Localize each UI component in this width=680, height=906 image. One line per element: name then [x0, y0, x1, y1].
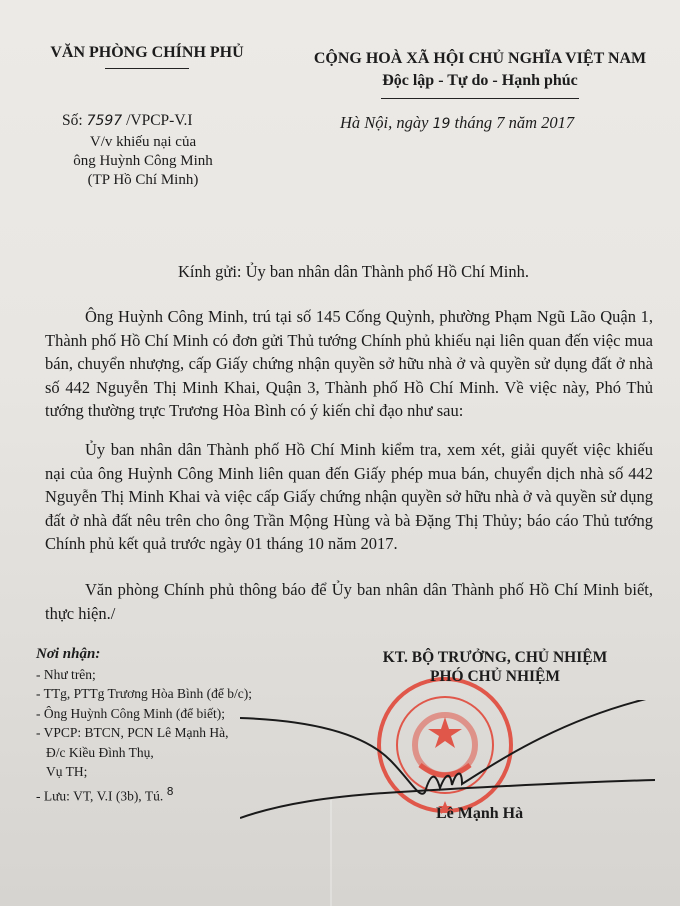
body-paragraph-1 — [45, 305, 653, 423]
recipient-item: - Ông Huỳnh Công Minh (để biết); — [36, 705, 225, 721]
paragraph-text: Ủy ban nhân dân Thành phố Hồ Chí Minh kiểm tra, xem xét, giải quyết việc khiếu nại của ông Huỳnh Công Minh liên quan đến Giấy phép mua bán, chuyển dịch nhà số 442 Nguyễn Thị Minh Khai và việc cấp Giấy chứng nhận quyền sở hữu nhà ở và quyền sử dụng đất ở nhà đất nêu trên cho ông Trần Mộng Hùng và bà Đặng Thị Thủy; báo cáo Thủ tướng Chính phủ kết quả trước ngày 01 tháng 10 năm 2017. — [45, 440, 653, 553]
handwritten-mark: 8 — [166, 784, 174, 798]
date-prefix: Hà Nội, ngày — [340, 113, 429, 132]
paragraph-text: Ông Huỳnh Công Minh, trú tại số 145 Cống Quỳnh, phường Phạm Ngũ Lão Quận 1, Thành phố Hồ Chí Minh có đơn gửi Thủ tướng Chính phủ khiếu nại liên quan đến việc mua bán, chuyển nhượng, cấp Giấy chứng nhận quyền sở hữu nhà ở và quyền sử dụng đất ở nhà số 442 Nguyễn Thị Minh Khai, Quận 3, Thành phố Hồ Chí Minh. Về việc này, Phó Thủ tướng thường trực Trương Hòa Bình có ý kiến chỉ đạo như sau: — [45, 307, 653, 420]
body-paragraph-2 — [45, 438, 653, 556]
doc-number-handwritten: 7597 — [86, 113, 123, 129]
agency-name: VĂN PHÒNG CHÍNH PHỦ — [50, 44, 244, 61]
date-day-handwritten: 19 — [432, 116, 451, 132]
agency-header — [42, 44, 252, 69]
subject-line: ông Huỳnh Công Minh — [73, 153, 213, 169]
subject-line: (TP Hồ Chí Minh) — [87, 172, 199, 188]
recipient-item: - VPCP: BTCN, PCN Lê Mạnh Hà, — [36, 725, 229, 740]
document-date — [340, 113, 574, 133]
subject-line: V/v khiếu nại của — [89, 134, 197, 150]
date-suffix: tháng 7 năm 2017 — [454, 113, 575, 132]
signature-block — [360, 648, 630, 686]
national-motto: Độc lập - Tự do - Hạnh phúc — [382, 72, 578, 89]
national-header — [300, 48, 660, 99]
agency-underline — [105, 68, 189, 69]
recipient-item — [36, 782, 252, 806]
doc-number-suffix: /VPCP-V.I — [126, 112, 193, 129]
archive-text: - Lưu: VT, V.I (3b), Tú. — [36, 788, 164, 803]
recipients-block — [36, 645, 252, 806]
recipient-item: Đ/c Kiều Đình Thụ, — [46, 744, 154, 760]
recipients-title: Nơi nhận: — [36, 646, 101, 662]
signer-name: Lê Mạnh Hà — [436, 805, 524, 822]
recipient-item: Vụ TH; — [46, 764, 88, 779]
nation-name: CỘNG HOÀ XÃ HỘI CHỦ NGHĨA VIỆT NAM — [313, 50, 647, 67]
recipient-item: - Như trên; — [36, 666, 96, 682]
document-number — [62, 112, 193, 130]
signature-title-2: PHÓ CHỦ NHIỆM — [429, 668, 561, 685]
body-paragraph-3 — [45, 578, 653, 625]
paragraph-text: Văn phòng Chính phủ thông báo để Ủy ban nhân dân Thành phố Hồ Chí Minh biết, thực hiện./ — [45, 580, 653, 623]
recipient-item: - TTg, PTTg Trương Hòa Bình (để b/c); — [36, 686, 252, 701]
signature-title-1: KT. BỘ TRƯỞNG, CHỦ NHIỆM — [382, 649, 608, 666]
subject-block — [58, 133, 228, 190]
salutation: Kính gửi: Ủy ban nhân dân Thành phố Hồ Chí Minh. — [178, 262, 529, 281]
doc-number-prefix: Số: — [62, 112, 83, 129]
motto-underline — [381, 98, 579, 99]
